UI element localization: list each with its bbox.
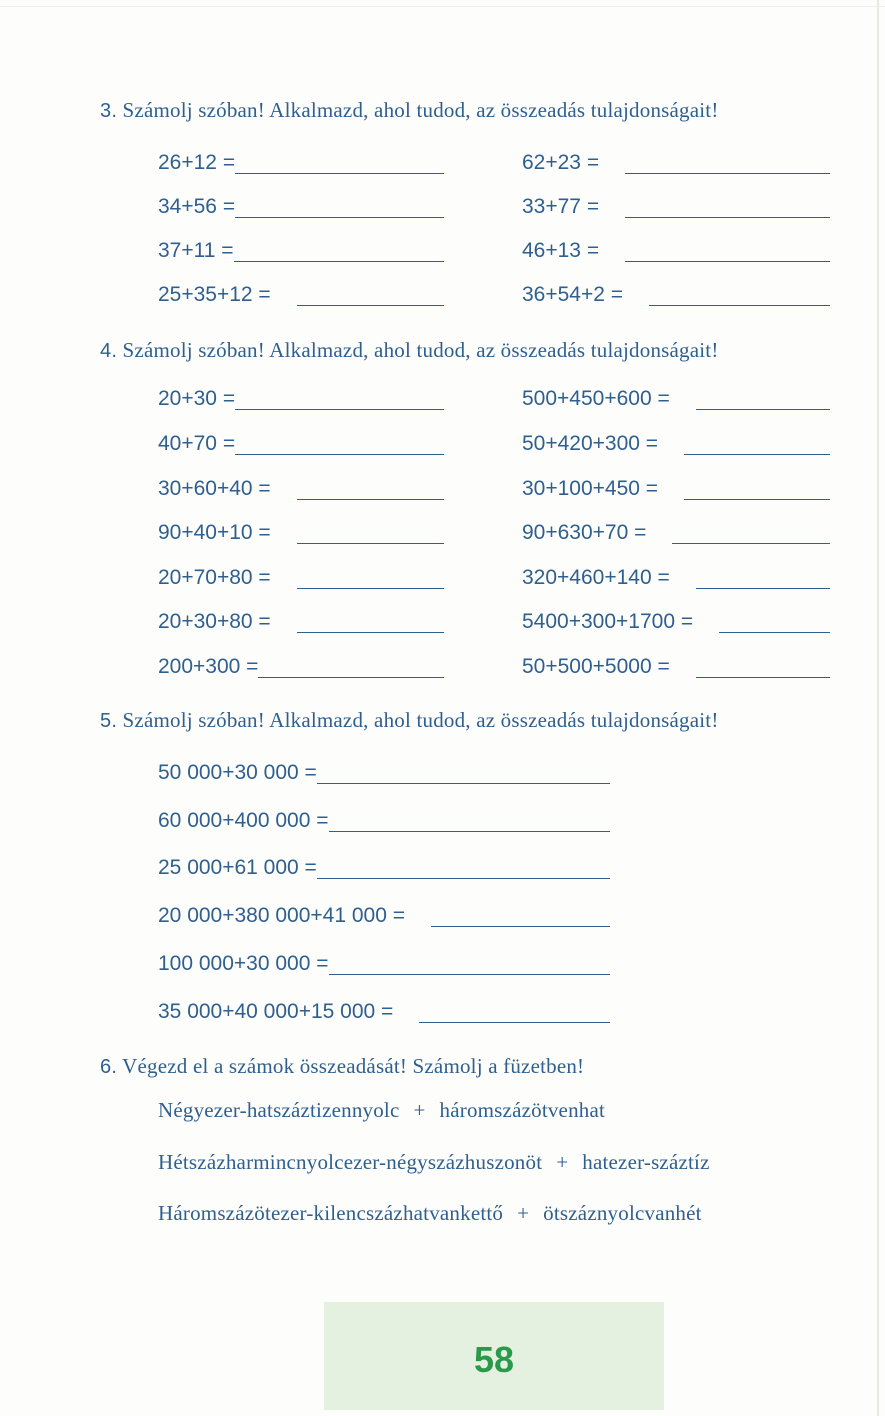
answer-line[interactable] xyxy=(329,831,610,832)
exercise-row[interactable]: 20+30 = xyxy=(158,384,444,414)
exercise-row[interactable]: 33+77 = xyxy=(522,192,830,222)
exercise-row[interactable]: 30+100+450 = xyxy=(522,474,830,504)
task-number: 4. xyxy=(100,340,118,362)
exercise-row[interactable]: 40+70 = xyxy=(158,429,444,459)
task-instruction: Számolj szóban! Alkalmazd, ahol tudod, az összeadás tulajdonságait! xyxy=(122,98,719,122)
answer-line[interactable] xyxy=(297,588,444,589)
answer-line[interactable] xyxy=(696,588,830,589)
answer-line[interactable] xyxy=(431,926,610,927)
answer-line[interactable] xyxy=(419,1022,610,1023)
answer-line[interactable] xyxy=(297,499,444,500)
answer-line[interactable] xyxy=(625,261,830,262)
task-3-heading xyxy=(100,98,719,123)
page-number-box xyxy=(324,1302,664,1410)
exercise-row[interactable]: 90+40+10 = xyxy=(158,518,444,548)
word-sum-row: Hétszázharmincnyolcezer-négyszázhuszonöt + hatezer-száztíz xyxy=(158,1150,710,1174)
answer-line[interactable] xyxy=(625,173,830,174)
exercise-row[interactable]: 20+30+80 = xyxy=(158,607,444,637)
answer-line[interactable] xyxy=(317,783,610,784)
exercise-row[interactable]: 37+11 = xyxy=(158,236,444,266)
task-number: 5. xyxy=(100,710,118,732)
exercise-row[interactable]: 25 000+61 000 = xyxy=(158,853,610,883)
answer-line[interactable] xyxy=(297,305,444,306)
answer-line[interactable] xyxy=(649,305,830,306)
answer-line[interactable] xyxy=(317,878,610,879)
exercise-row[interactable]: 500+450+600 = xyxy=(522,384,830,414)
word-sum-row: Négyezer-hatszáztizennyolc + háromszázötvenhat xyxy=(158,1098,606,1122)
task-6-heading xyxy=(100,1054,584,1079)
answer-line[interactable] xyxy=(684,499,830,500)
answer-line[interactable] xyxy=(625,217,830,218)
task-4-heading xyxy=(100,338,719,363)
answer-line[interactable] xyxy=(297,543,444,544)
exercise-row[interactable]: 320+460+140 = xyxy=(522,563,830,593)
exercise-row[interactable]: 20 000+380 000+41 000 = xyxy=(158,901,610,931)
page-number: 58 xyxy=(473,1339,515,1380)
page-top-edge xyxy=(0,6,885,7)
answer-line[interactable] xyxy=(329,974,610,975)
answer-line[interactable] xyxy=(684,454,830,455)
task-instruction: Számolj szóban! Alkalmazd, ahol tudod, az összeadás tulajdonságait! xyxy=(122,338,719,362)
exercise-row[interactable]: 60 000+400 000 = xyxy=(158,806,610,836)
exercise-row[interactable]: 200+300 = xyxy=(158,652,444,682)
exercise-row[interactable]: 90+630+70 = xyxy=(522,518,830,548)
exercise-row[interactable]: 62+23 = xyxy=(522,148,830,178)
exercise-row[interactable]: 34+56 = xyxy=(158,192,444,222)
answer-line[interactable] xyxy=(235,454,444,455)
answer-line[interactable] xyxy=(235,173,444,174)
answer-line[interactable] xyxy=(696,677,830,678)
exercise-row[interactable]: 50+420+300 = xyxy=(522,429,830,459)
exercise-row[interactable]: 50+500+5000 = xyxy=(522,652,830,682)
page-right-edge xyxy=(877,0,879,1416)
exercise-row[interactable]: 36+54+2 = xyxy=(522,280,830,310)
answer-line[interactable] xyxy=(234,261,444,262)
exercise-row[interactable]: 100 000+30 000 = xyxy=(158,949,610,979)
answer-line[interactable] xyxy=(258,677,444,678)
task-number: 3. xyxy=(100,100,118,122)
answer-line[interactable] xyxy=(235,217,444,218)
exercise-row[interactable]: 50 000+30 000 = xyxy=(158,758,610,788)
exercise-row[interactable]: 20+70+80 = xyxy=(158,563,444,593)
answer-line[interactable] xyxy=(719,632,830,633)
task-instruction: Végezd el a számok összeadását! Számolj a füzetben! xyxy=(122,1054,585,1078)
answer-line[interactable] xyxy=(696,409,830,410)
answer-line[interactable] xyxy=(235,409,444,410)
exercise-row[interactable]: 25+35+12 = xyxy=(158,280,444,310)
word-sum-row: Háromszázötezer-kilencszázhatvankettő + ötszáznyolcvanhét xyxy=(158,1201,702,1225)
task-number: 6. xyxy=(100,1056,118,1078)
exercise-row[interactable]: 5400+300+1700 = xyxy=(522,607,830,637)
task-5-heading xyxy=(100,708,719,733)
exercise-row[interactable]: 46+13 = xyxy=(522,236,830,266)
exercise-row[interactable]: 26+12 = xyxy=(158,148,444,178)
answer-line[interactable] xyxy=(297,632,444,633)
exercise-row[interactable]: 35 000+40 000+15 000 = xyxy=(158,997,610,1027)
answer-line[interactable] xyxy=(672,543,830,544)
exercise-row[interactable]: 30+60+40 = xyxy=(158,474,444,504)
task-instruction: Számolj szóban! Alkalmazd, ahol tudod, az összeadás tulajdonságait! xyxy=(122,708,719,732)
